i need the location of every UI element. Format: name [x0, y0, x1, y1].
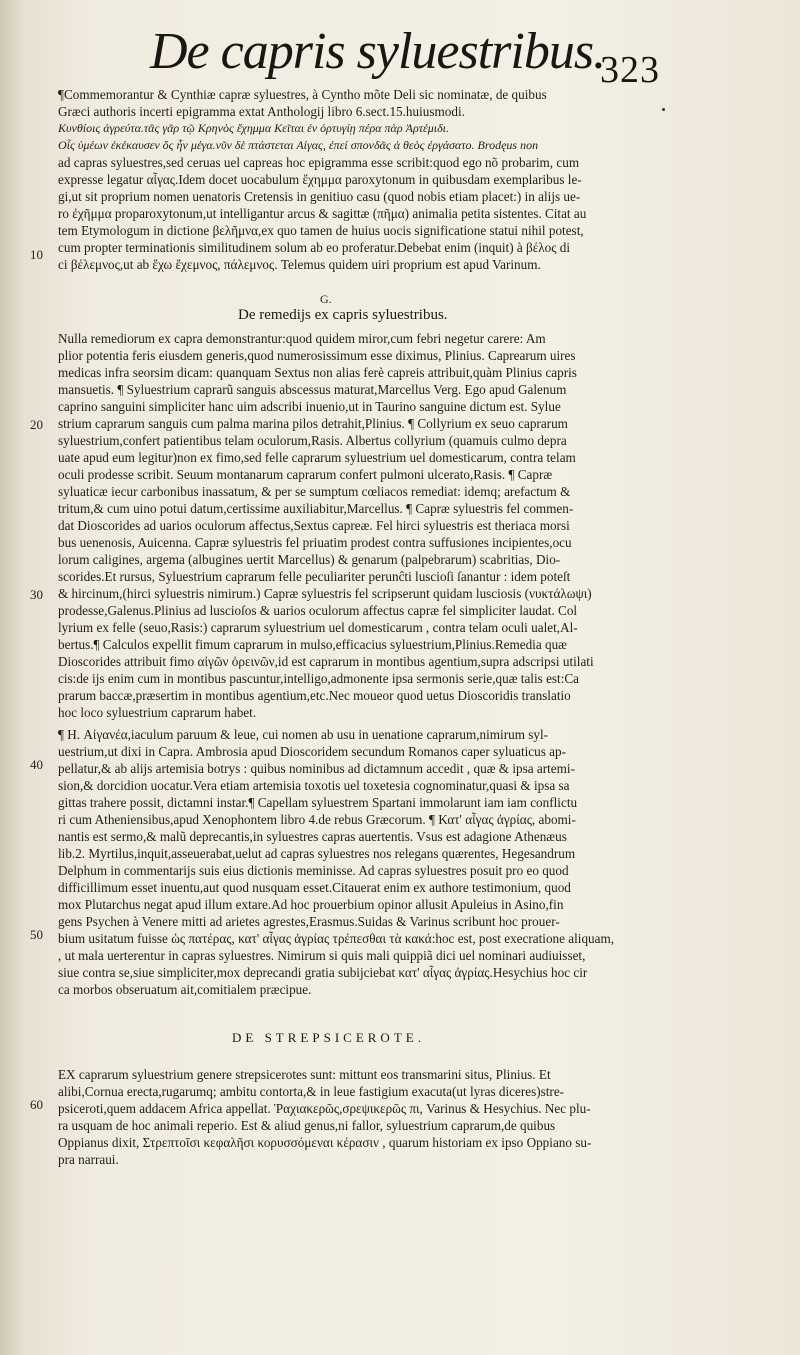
margin-line-number: 50 — [30, 927, 43, 942]
text-line: expresse legatur αἶγας.Idem docet uocabulum ἔχημμα paroxytonum in quibusdam exemplaribus le- — [58, 172, 582, 187]
section-letter-g: G. — [320, 292, 332, 306]
section-f-text — [58, 86, 650, 273]
ink-speck — [662, 108, 665, 111]
section-g-heading: De remedijs ex capris syluestribus. — [238, 307, 448, 323]
text-line: EX caprarum syluestrium genere strepsicerotes sunt: mittunt eos transmarini situs, Plinius. Et — [58, 1067, 551, 1082]
text-line: lyrium ex felle (seuo,Rasis:) caprarum syluestrium uel domesticarum , contra telam oculi ualet,Al- — [58, 620, 578, 635]
strepsiceros-text — [58, 1066, 650, 1168]
text-line: alibi,Cornua erecta,rugarumq; ambitu contorta,& in leue fastigium exacuta(ut lyras diceres)stre- — [58, 1084, 565, 1099]
text-line: nantis est sermo,& malũ deprecantis,in syluestres capras auertentis. Vsus est adagione Athenæus — [58, 829, 567, 844]
running-head-title: De capris syluestribus. — [150, 23, 606, 80]
text-line: tem Etymologum in dictione βελῆμνα,ex quo tamen de huius uocis significatione statui nihil potest, — [58, 223, 584, 238]
text-line: , ut mala uerterentur in capras syluestres. Nimirum si quis mali quippiã dici uel nominari audiuisset, — [58, 948, 586, 963]
text-line: siue contra se,siue simpliciter,mox deprecandi gratia subijciebat κατ' αἶγας ἀγρίας.Hesychius hoc cir — [58, 965, 588, 980]
margin-line-number: 20 — [30, 417, 43, 432]
text-line: Nulla remediorum ex capra demonstrantur:quod quidem miror,cum febri negetur carere: Am — [58, 331, 546, 346]
text-line: lorum caligines, argema (albugines uertit Marcellus) & genarum (palpebrarum) scabritias, Dio- — [58, 552, 561, 567]
text-line: psiceroti,quem addacem Africa appellat. Ῥαχιακερῶς,σρεψικερῶς πι, Varinus & Hesychius. Nec plu- — [58, 1101, 591, 1116]
text-line: ci βέλεμνος,ut ab ἔχω ἔχεμνος, πάλεμνος. Telemus quidem uiri proprium est apud Varinum. — [58, 257, 541, 272]
text-line: scorides.Et rursus, Syluestrium caprarum felle peculiariter perunĉti luscioſi ſanantur : idem poteſt — [58, 569, 571, 584]
text-line: bus uenenosis, Auicenna. Capræ syluestris fel priuatim prodest contra suffusiones incipientes,ocu — [58, 535, 572, 550]
text-line: gittas trahere possit, dictamni instar.¶ Capellam syluestrem Spartani immolarunt iam iam conflictu — [58, 795, 578, 810]
text-line: ca morbos obseruatum ait,comitialem præcipue. — [58, 982, 312, 997]
text-line: sion,& dorcidion uocatur.Vera etiam artemisia toxotis uel toxetesia cognominatur,quasi & ipsa sa — [58, 778, 570, 793]
margin-line-number: 40 — [30, 757, 43, 772]
text-line: mansuetis. ¶ Syluestrium caprarũ sanguis abscessus maturat,Marcellus Verg. Ego apud Galenum — [58, 382, 567, 397]
margin-line-number: 60 — [30, 1097, 43, 1112]
text-line: pellatur,& ab alijs artemisia botrys : quibus nominibus ad dictamnum accedit , quæ & ipsa artemi- — [58, 761, 575, 776]
text-line: & hircinum,(hirci syluestris nimirum.) Capræ syluestris fel scripserunt quidam lusciosis (νυκτάλωψι) — [58, 586, 592, 601]
page-number: 323 — [600, 49, 660, 91]
text-line: pra narraui. — [58, 1152, 119, 1167]
text-line: cum propter terminationis similitudinem solum ab eo proferatur.Debebat enim (inquit) à βέλος di — [58, 240, 571, 255]
margin-line-number: 10 — [30, 247, 43, 262]
text-line: gi,ut sit proprium nomen uenatoris Cretensis in genitiuo casu (quod nobis etiam placet:) in alijs ue- — [58, 189, 581, 204]
text-line: difficillimum esset inuentu,aut quod nusquam esset.Citauerat enim ex authore testimonium, quod — [58, 880, 571, 895]
text-line: ro ἐχῆμμα proparoxytonum,ut intelligantur arcus & sagittæ (πῆμα) animalia petita sistentes. Citat au — [58, 206, 587, 221]
text-line: Græci authoris incerti epigramma extat Anthologij libro 6.sect.15.huiusmodi. — [58, 104, 465, 119]
text-line: oculi prodesse scribit. Seuum montanarum caprarum confert pulmoni ulcerato,Rasis. ¶ Capræ — [58, 467, 553, 482]
text-line: gens Psychen à Venere mitti ad arietes agrestes,Erasmus.Suidas & Varinus scribunt hoc prouer- — [58, 914, 560, 929]
page-gutter-shadow — [0, 0, 26, 1355]
section-g-text — [58, 330, 650, 721]
text-line: bium usitatum fuisse ὡς πατέρας, κατ' αἶγας ἀγρίας τρέπεσθαι τὰ κακά:hoc est, post execratione aliquam, — [58, 931, 615, 946]
text-line: ri cum Atheniensibus,apud Xenophontem libro 4.de rebus Græcorum. ¶ Κατ' αἶγας ἀγρίας, abomi- — [58, 812, 576, 827]
text-line: bertus.¶ Calculos expellit fimum caprarum in mulso,efficacius syluestrium,Plinius.Remedia quæ — [58, 637, 567, 652]
strepsiceros-heading: DE STREPSICEROTE. — [232, 1030, 425, 1045]
text-line: ra usquam de hoc animali reperio. Est & aliud genus,ni fallor, syluestrium caprarum,de quibus — [58, 1118, 556, 1133]
text-line: mox Plutarchus negat apud illum extare.Ad hoc prouerbium opinor allusit Apuleius in Asino,fin — [58, 897, 564, 912]
text-line: Dioscorides attribuit fimo αἰγῶν ὀρεινῶν,id est caprarum in montibus agentium,supra adscripsi utilati — [58, 654, 594, 669]
text-line: hoc loco syluestrium caprarum habet. — [58, 705, 257, 720]
text-line: prodesse,Galenus.Plinius ad luscioſos & uarios oculorum affectus capræ fel simpliciter laudat. Col — [58, 603, 578, 618]
text-line: tritum,& cum uino potui datum,certissime auxiliabitur,Marcellus. ¶ Capræ syluestris fel commen- — [58, 501, 574, 516]
text-line: syluestrium,confert patientibus telam oculorum,Rasis. Albertus collyrium (quamuis culmo depra — [58, 433, 567, 448]
text-line: cis:de ijs enim cum in montibus pascuntur,intelligo,admonente ipsa sermonis serie,quæ talis est:Ca — [58, 671, 580, 686]
section-h-text — [58, 726, 650, 998]
text-line: ad capras syluestres,sed ceruas uel capreas hoc epigramma esse scribit:quod ego nõ probarim, cum — [58, 155, 580, 170]
text-line: uate apud eum legitur)non ex fimo,sed felle caprarum syluestrium uel domesticarum, contra telam — [58, 450, 576, 465]
text-line: lib.2. Myrtilus,inquit,asseuerabat,uelut ad capras syluestres nos relegans quærentes, Hegesandrum — [58, 846, 576, 861]
text-line: Delphum in commentarijs suis eius dictionis meminisse. Ad capras syluestres posuit pro eo quod — [58, 863, 569, 878]
text-line: caprino sanguini simpliciter hanc uim adscribi inuenio,ut in Taurino sanguine dictum est. Sylue — [58, 399, 561, 414]
text-line: strium caprarum sanguis cum palma marina pilos detrahit,Plinius. ¶ Collyrium ex seuo caprarum — [58, 416, 568, 431]
margin-line-number: 30 — [30, 587, 43, 602]
text-line: uestrium,ut dixi in Capra. Ambrosia apud Dioscoridem secundum Romanos caper syluaticus ap- — [58, 744, 566, 759]
text-line: ¶Commemorantur & Cynthiæ capræ syluestres, à Cyntho mõte Deli sic nominatæ, de quibus — [58, 87, 547, 102]
text-line: prarum baccæ,præsertim in montibus agentium,etc.Nec moueor quod uetus Dioscoridis translatio — [58, 688, 571, 703]
text-line: Oppianus dixit, Στρεπτοῖσι κεφαλῆσι κορυσσόμεναι κέρασιν , quarum historiam ex ipso Oppiano su- — [58, 1135, 592, 1150]
text-line: Κυνθίοις ἀγρεύτα.τᾶς γᾶρ τῷ Κρηνὸς ἔχημμα Κεῖται ἐν ὀρτυγίῃ πέρα πὰρ Ἀρτέμιδι. — [58, 121, 450, 135]
text-line: medicas infra seorsim dicam: quanquam Sextus non alias ferè capreis attribuit,quàm Plinius capris — [58, 365, 577, 380]
text-line: Οἷς ὑμέων ἐκέκαυσεν ὄς ἦν μέγα.νῦν δὲ πτάστεται Αἰγας, ἐπεί σπονδᾶς ἁ θεὸς ἐργάσατο. Brodęus non — [58, 138, 539, 152]
text-line: syluaticæ iecur carbonibus inassatum, & per se sumptum cœliacos remediat: idemq; arefactum & — [58, 484, 571, 499]
text-line: dat Dioscorides ad uarios oculorum affectus,Sextus capreæ. Fel hirci syluestris est theriaca morsi — [58, 518, 570, 533]
text-line: ¶ H. Αἰγανέα,iaculum paruum & leue, cui nomen ab usu in uenatione caprarum,nimirum syl- — [58, 727, 549, 742]
text-line: plior potentia feris eiusdem generis,quod numerosissimum esse diximus, Plinius. Caprearum uires — [58, 348, 576, 363]
